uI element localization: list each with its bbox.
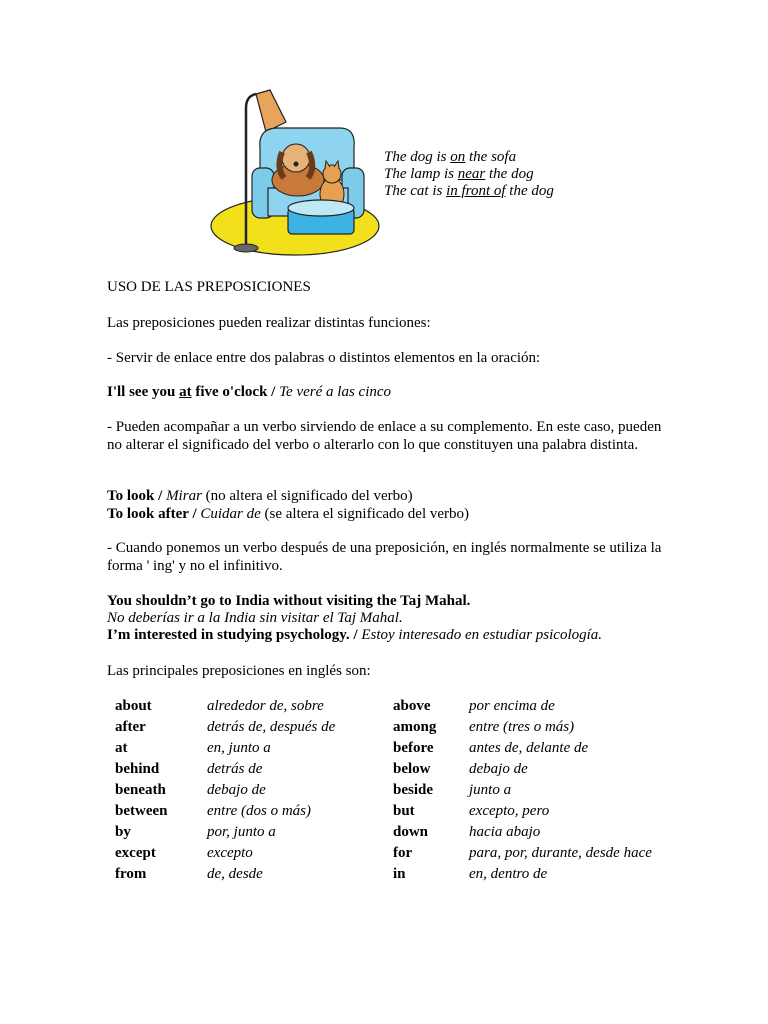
example-2a: To look / Mirar (no altera el significado del verbo) xyxy=(107,488,413,504)
preposition-es: para, por, durante, desde hace xyxy=(469,845,652,861)
example-2b: To look after / Cuidar de (se altera el significado del verbo) xyxy=(107,506,470,522)
preposition-es: excepto, pero xyxy=(469,803,550,819)
preposition-es: detrás de, después de xyxy=(207,719,336,735)
preposition-en: beneath xyxy=(115,782,166,798)
preposition-en: by xyxy=(115,824,131,840)
preposition-es: debajo de xyxy=(469,761,528,777)
example-3-line2: I’m interested in studying psychology. / Estoy interesado en estudiar psicología. xyxy=(107,627,603,643)
preposition-en: in xyxy=(393,866,406,882)
preposition-en: between xyxy=(115,803,168,819)
preposition-en: at xyxy=(115,740,128,756)
table-row xyxy=(107,824,669,845)
preposition-en: for xyxy=(393,845,413,861)
preposition-en: above xyxy=(393,698,431,714)
section-heading: USO DE LAS PREPOSICIONES xyxy=(107,279,311,295)
preposition-es: antes de, delante de xyxy=(469,740,589,756)
preposition-es: detrás de xyxy=(207,761,263,777)
preposition-es: entre (tres o más) xyxy=(469,719,575,735)
table-row xyxy=(107,761,669,782)
preposition-en: below xyxy=(393,761,431,777)
dog-cat-sofa-lamp-clipart-icon xyxy=(208,88,383,258)
preposition-en: from xyxy=(115,866,147,882)
point-1: - Servir de enlace entre dos palabras o distintos elementos en la oración: xyxy=(107,350,541,366)
caption-line-near: The lamp is near the dog xyxy=(384,166,534,182)
preposition-es: por, junto a xyxy=(207,824,276,840)
preposition-es: en, dentro de xyxy=(469,866,548,882)
example-1: I'll see you at five o'clock / Te veré a las cinco xyxy=(107,384,392,400)
point-3: - Cuando ponemos un verbo después de una preposición, en inglés normalmente se utiliza la forma ' ing' y no el infinitivo. xyxy=(107,540,662,574)
preposition-en: behind xyxy=(115,761,160,777)
point-2: - Pueden acompañar a un verbo sirviendo de enlace a su complemento. En este caso, pueden no alterar el significado del verbo o alterarlo con lo que constituyen una palabra distinta. xyxy=(107,419,662,453)
table-row xyxy=(107,740,669,761)
table-row xyxy=(107,719,669,740)
preposition-es: entre (dos o más) xyxy=(207,803,312,819)
preposition-es: en, junto a xyxy=(207,740,271,756)
preposition-es: alrededor de, sobre xyxy=(207,698,324,714)
dog-cat-sofa-illustration xyxy=(208,88,383,258)
table-row xyxy=(107,698,669,719)
preposition-en: but xyxy=(393,803,415,819)
example-3-en1: You shouldn’t go to India without visiting the Taj Mahal. xyxy=(107,593,471,609)
illustration-caption xyxy=(384,149,554,200)
preposition-es: de, desde xyxy=(207,866,263,882)
caption-line-on: The dog is on the sofa xyxy=(384,149,517,165)
preposition-es: debajo de xyxy=(207,782,266,798)
table-intro: Las principales preposiciones en inglés son: xyxy=(107,663,371,679)
preposition-en: among xyxy=(393,719,437,735)
table-row xyxy=(107,866,669,887)
preposition-en: except xyxy=(115,845,156,861)
intro-paragraph: Las preposiciones pueden realizar distintas funciones: xyxy=(107,315,431,331)
table-row xyxy=(107,845,669,866)
table-row xyxy=(107,782,669,803)
preposition-es: hacia abajo xyxy=(469,824,541,840)
preposition-en: beside xyxy=(393,782,434,798)
example-3-es1: No deberías ir a la India sin visitar el Taj Mahal. xyxy=(107,610,403,626)
caption-line-in-front-of: The cat is in front of the dog xyxy=(384,183,554,199)
table-row xyxy=(107,803,669,824)
preposition-es: por encima de xyxy=(469,698,555,714)
preposition-es: excepto xyxy=(207,845,253,861)
prepositions-table xyxy=(107,698,669,887)
preposition-en: about xyxy=(115,698,152,714)
preposition-en: before xyxy=(393,740,434,756)
preposition-en: down xyxy=(393,824,429,840)
preposition-en: after xyxy=(115,719,146,735)
preposition-es: junto a xyxy=(469,782,512,798)
